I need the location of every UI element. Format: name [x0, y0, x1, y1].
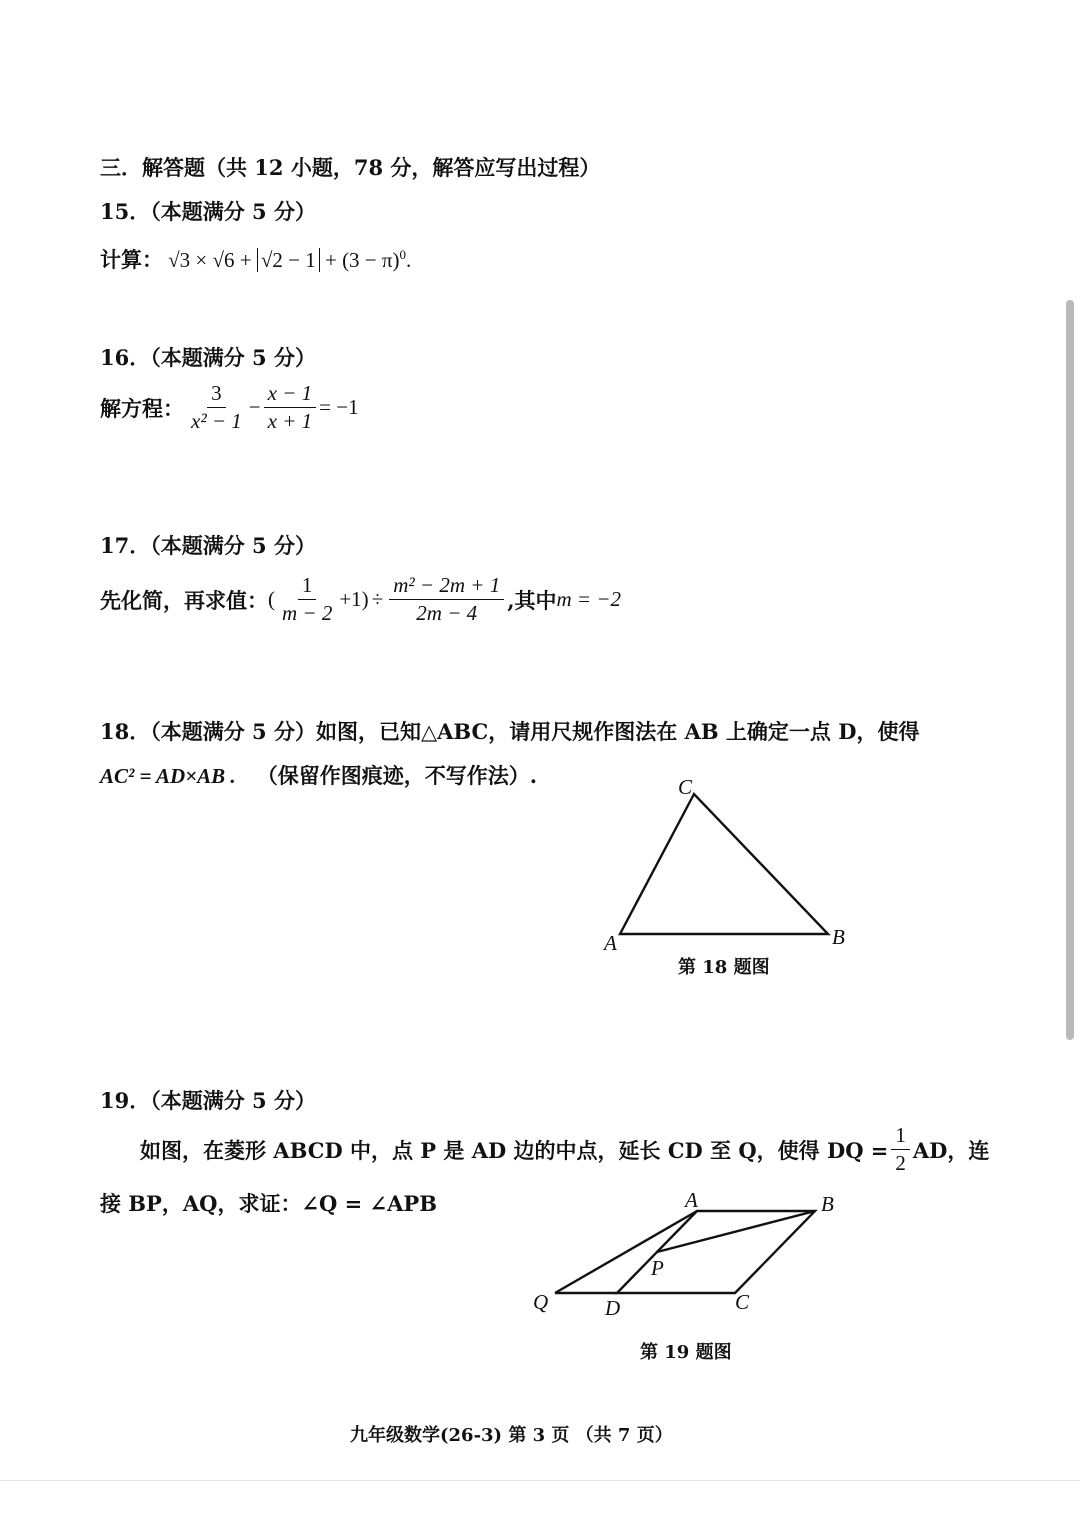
q18-label-a: A: [604, 931, 617, 955]
q17-fraction-2: [389, 574, 504, 625]
q18-label-b: B: [832, 925, 845, 949]
q19-half-den: 2: [895, 1151, 906, 1176]
q16-header: 16．（本题满分 5 分）: [100, 345, 316, 370]
q19-text-a: 如图，在菱形 ABCD 中，点 P 是 AD 边的中点，延长 CD 至 Q，使得 DQ =: [140, 1137, 889, 1163]
q17-tail: ,其中: [507, 587, 557, 613]
q16-line: [100, 382, 359, 433]
q19-half: [891, 1124, 910, 1175]
q19-header: 19．（本题满分 5 分）: [100, 1088, 316, 1113]
q16-fraction-1: [187, 382, 246, 433]
q19-half-num: 1: [891, 1124, 910, 1150]
q18-text: 如图，已知△ABC，请用尺规作图法在 AB 上确定一点 D，使得: [315, 719, 920, 744]
q17-frac1-den: m − 2: [282, 601, 333, 626]
segment-pb: [657, 1211, 815, 1252]
q19-line-2: 接 BP，AQ，求证：∠Q = ∠APB: [100, 1191, 437, 1216]
q17-frac2-num: m² − 2m + 1: [389, 574, 504, 600]
q19-label-d: D: [605, 1296, 621, 1320]
q19-label-p: P: [651, 1256, 664, 1280]
q15-term2: √6: [212, 248, 235, 272]
q18-line-1: [100, 716, 919, 746]
q18-line-2: [100, 760, 537, 790]
q15-line: [100, 244, 411, 274]
q16-minus: −: [248, 395, 261, 420]
section-title: 三．解答题（共 12 小题，78 分，解答应写出过程）: [100, 155, 601, 180]
q17-frac2-den: 2m − 4: [416, 601, 478, 626]
q19-rhombus-figure: [525, 1185, 845, 1320]
q19-text-b: AD，连: [912, 1137, 990, 1163]
q19-line-1: [140, 1124, 989, 1175]
q15-expression: [168, 248, 411, 272]
q17-plus-one: +1): [339, 587, 369, 612]
q18-label-c: C: [678, 775, 693, 799]
q18-formula: AC² = AD×AB .: [100, 764, 236, 788]
q15-plus2: +: [324, 248, 337, 272]
q19-label-c: C: [735, 1290, 750, 1314]
q15-paren: (3 − π): [342, 248, 400, 272]
q17-header: 17．（本题满分 5 分）: [100, 533, 316, 558]
q18-note: （保留作图痕迹，不写作法）.: [256, 763, 538, 788]
q17-open-paren: (: [268, 587, 275, 612]
q16-rhs: = −1: [319, 395, 359, 420]
q17-prompt: 先化简，再求值：: [100, 587, 268, 613]
rhombus-abcd: [617, 1211, 815, 1293]
q17-frac1-num: 1: [298, 574, 317, 600]
q15-plus1: +: [239, 248, 252, 272]
q16-prompt: 解方程：: [100, 395, 184, 421]
vertical-scrollbar[interactable]: [1066, 300, 1074, 1040]
q17-line: [100, 574, 621, 625]
q19-caption: 第 19 题图: [640, 1342, 732, 1363]
triangle-abc: [620, 794, 828, 934]
q17-divide: ÷: [371, 587, 384, 612]
q16-frac2-den: x + 1: [267, 409, 313, 434]
q19-label-b: B: [821, 1192, 834, 1216]
q16-frac1-num: 3: [207, 382, 226, 408]
q15-term1: √3: [168, 248, 191, 272]
segment-qa: [555, 1211, 697, 1293]
q16-frac2-num: x − 1: [264, 382, 317, 408]
page-footer: 九年级数学(26-3) 第 3 页 （共 7 页）: [350, 1425, 673, 1446]
q15-abs-value: √2 − 1: [257, 248, 320, 272]
q18-triangle-figure: [590, 770, 860, 960]
q17-fraction-1: [278, 574, 336, 625]
q15-header: 15．（本题满分 5 分）: [100, 199, 316, 224]
q15-end: .: [406, 248, 412, 272]
q16-frac1-den: x² − 1: [191, 409, 242, 434]
q18-caption: 第 18 题图: [678, 957, 770, 978]
q15-exponent: 0: [399, 247, 406, 262]
q16-fraction-2: [264, 382, 317, 433]
q19-label-a: A: [685, 1188, 698, 1212]
q15-times: ×: [195, 248, 208, 272]
footer-divider: [0, 1480, 1080, 1481]
q19-label-q: Q: [533, 1290, 549, 1314]
q17-condition: m = −2: [556, 587, 622, 612]
q18-header: 18．（本题满分 5 分）: [100, 719, 316, 744]
q15-prompt: 计算：: [100, 247, 163, 272]
